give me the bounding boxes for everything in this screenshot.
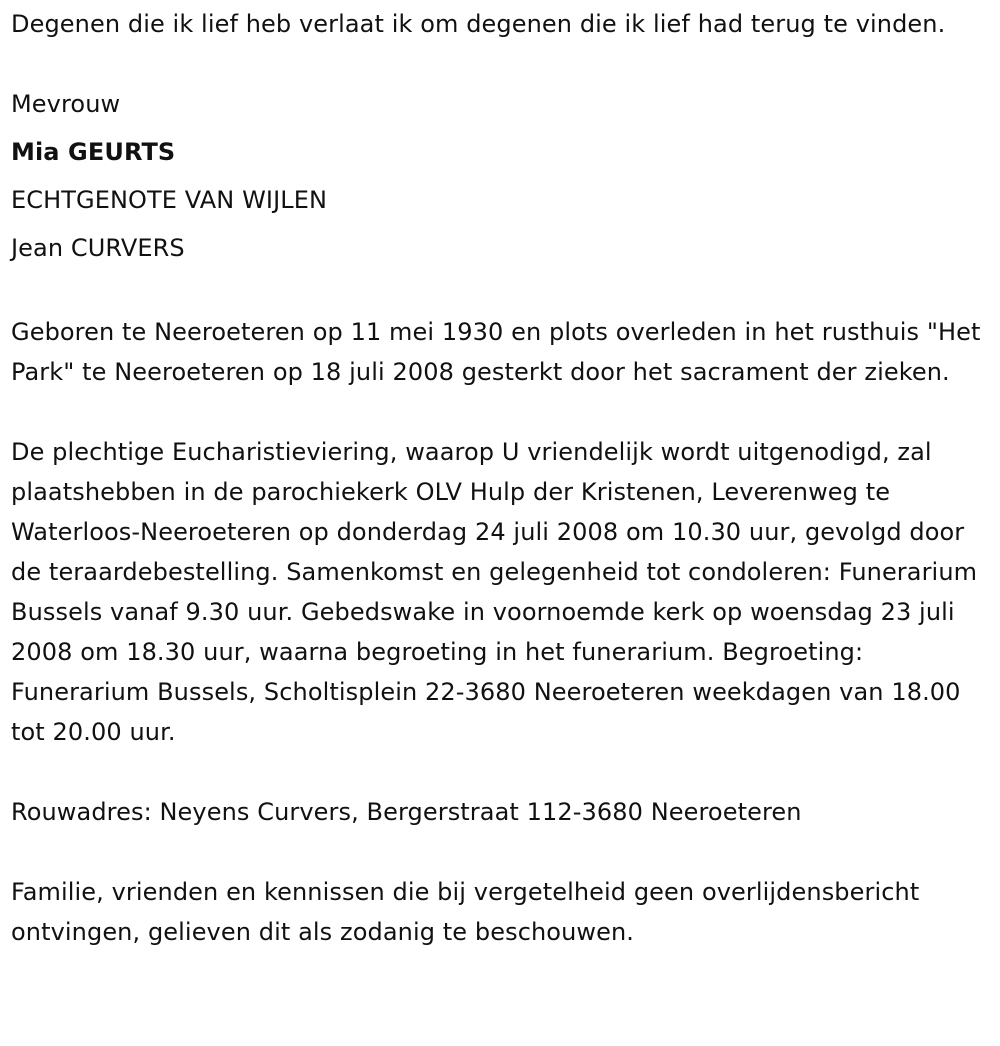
spouse-name: Jean CURVERS xyxy=(11,234,185,262)
obituary-document xyxy=(11,4,993,952)
ceremony-paragraph: De plechtige Eucharistieviering, waarop U vriendelijk wordt uitgenodigd, zal plaatshebben in de parochiekerk OLV Hulp der Kristenen, Leverenweg te Waterloos-Neeroeteren op donderdag 24 juli 2008 om 10.30 uur, gevolgd door de teraardebestelling. Samenkomst en gelegenheid tot condoleren: Funerarium Bussels vanaf 9.30 uur. Gebedswake in voornoemde kerk op woensdag 23 juli 2008 om 18.30 uur, waarna begroeting in het funerarium. Begroeting: Funerarium Bussels, Scholtisplein 22-3680 Neeroeteren weekdagen van 18.00 tot 20.00 uur. xyxy=(11,438,978,746)
relation-line: ECHTGENOTE VAN WIJLEN xyxy=(11,186,328,214)
quote-paragraph: Degenen die ik lief heb verlaat ik om degenen die ik lief had terug te vinden. xyxy=(11,10,946,38)
title-prefix: Mevrouw xyxy=(11,90,121,118)
closing-paragraph: Familie, vrienden en kennissen die bij vergetelheid geen overlijdensbericht ontvingen, gelieven dit als zodanig te beschouwen. xyxy=(11,878,920,946)
address-paragraph: Rouwadres: Neyens Curvers, Bergerstraat 112-3680 Neeroeteren xyxy=(11,798,802,826)
birth-death-paragraph: Geboren te Neeroeteren op 11 mei 1930 en plots overleden in het rusthuis "Het Park" te Neeroeteren op 18 juli 2008 gesterkt door het sacrament der zieken. xyxy=(11,318,981,386)
deceased-name: Mia GEURTS xyxy=(11,138,176,166)
